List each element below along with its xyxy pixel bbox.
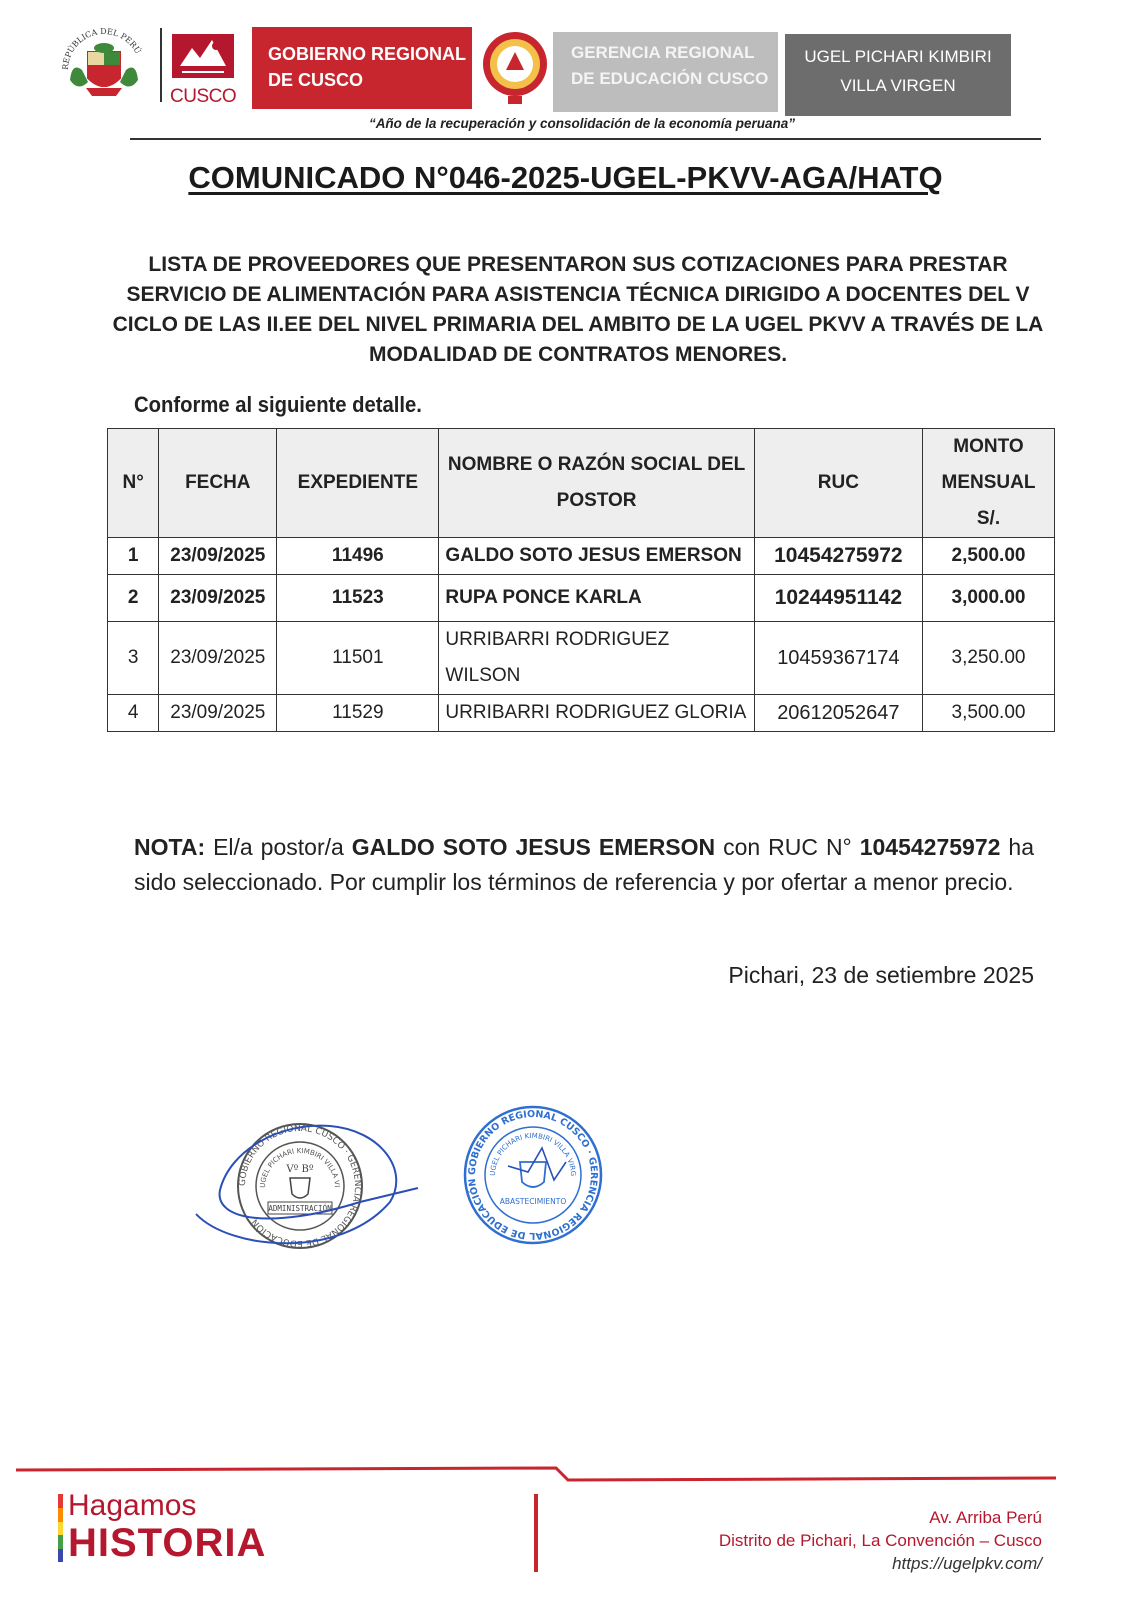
cell-expediente: 11523	[277, 575, 439, 622]
cell-expediente: 11529	[277, 695, 439, 732]
cell-expediente: 11496	[277, 538, 439, 575]
cell-ruc: 10454275972	[754, 538, 922, 575]
note-text-1: El/a postor/a	[205, 834, 352, 860]
footer-slogan-hagamos: Hagamos	[68, 1489, 197, 1522]
cell-fecha: 23/09/2025	[159, 575, 277, 622]
cell-nombre: URRIBARRI RODRIGUEZ GLORIA	[439, 695, 754, 732]
ugel-box	[785, 34, 1011, 116]
col-header-fecha: FECHA	[159, 429, 277, 538]
note-text-2: con RUC N°	[715, 834, 860, 860]
note-label: NOTA:	[134, 834, 206, 860]
gobierno-line-2: DE CUSCO	[268, 70, 364, 90]
note-paragraph	[134, 830, 1034, 900]
cell-ruc: 10459367174	[754, 622, 922, 695]
svg-text:UGEL PICHARI KIMBIRI VILLA VIR: UGEL PICHARI KIMBIRI VILLA VI	[258, 1146, 342, 1189]
cell-monto: 3,500.00	[922, 695, 1054, 732]
table-row	[108, 695, 1055, 732]
peru-coat-of-arms-logo	[58, 22, 150, 104]
cell-nombre: URRIBARRI RODRIGUEZ WILSON	[439, 622, 754, 695]
ugel-line-1: UGEL PICHARI KIMBIRI	[804, 47, 992, 66]
cell-num: 1	[108, 538, 159, 575]
gerencia-regional-box	[553, 32, 778, 112]
svg-text:REPÚBLICA DEL PERÚ: REPÚBLICA DEL PERÚ	[60, 26, 143, 71]
note-text-3: ha sido seleccionado. Por cumplir los términos de referencia y por ofertar a menor precio.	[134, 834, 1034, 895]
svg-text:GOBIERNO REGIONAL CUSCO · GERE: GOBIERNO REGIONAL CUSCO · GERENCIA REGIONAL DE EDUCACIÓN	[466, 1108, 600, 1242]
col-header-expediente: EXPEDIENTE	[277, 429, 439, 538]
intro-paragraph: LISTA DE PROVEEDORES QUE PRESENTARON SUS COTIZACIONES PARA PRESTAR SERVICIO DE ALIMENTACIÓN PARA ASISTENCIA TÉCNICA DIRIGIDO A DOCENTES DEL V CICLO DE LAS II.EE DEL NIVEL PRIMARIA DEL AMBITO DE LA UGEL PKVV A TRAVÉS DE LA MODALIDAD DE CONTRATOS MENORES.	[112, 253, 1044, 366]
place-and-date: Pichari, 23 de setiembre 2025	[728, 962, 1034, 988]
footer-address	[690, 1506, 1042, 1575]
footer-address-line-1: Av. Arriba Perú	[929, 1508, 1042, 1527]
svg-text:ABASTECIMIENTO: ABASTECIMIENTO	[499, 1197, 567, 1206]
table-row	[108, 538, 1055, 575]
cell-num: 2	[108, 575, 159, 622]
gerencia-line-2: DE EDUCACIÓN CUSCO	[571, 69, 769, 88]
footer-slogan-historia: HISTORIA	[68, 1521, 267, 1565]
cell-nombre: RUPA PONCE KARLA	[439, 575, 754, 622]
svg-text:UGEL PICHARI KIMBIRI VILLA VIR: UGEL PICHARI KIMBIRI VILLA VIRG	[488, 1131, 578, 1177]
footer-rule	[16, 1458, 1056, 1482]
gobierno-line-1: GOBIERNO REGIONAL	[268, 44, 467, 64]
col-header-monto: MONTO MENSUAL S/.	[922, 429, 1054, 538]
cell-num: 3	[108, 622, 159, 695]
abastecimiento-stamp	[458, 1100, 608, 1250]
gerencia-seal-logo	[480, 24, 550, 108]
cell-fecha: 23/09/2025	[159, 538, 277, 575]
footer-address-line-2: Distrito de Pichari, La Convención – Cusco	[718, 1531, 1042, 1550]
footer-divider	[534, 1494, 538, 1572]
gobierno-regional-box	[252, 27, 472, 109]
document-title: COMUNICADO N°046-2025-UGEL-PKVV-AGA/HATQ	[188, 160, 943, 195]
cell-expediente: 11501	[277, 622, 439, 695]
note-selected-name: GALDO SOTO JESUS EMERSON	[351, 834, 716, 860]
svg-text:ADMINISTRACIÓN: ADMINISTRACIÓN	[268, 1204, 332, 1213]
cell-monto: 2,500.00	[922, 538, 1054, 575]
administracion-stamp	[190, 1110, 430, 1260]
cell-monto: 3,000.00	[922, 575, 1054, 622]
table-row	[108, 575, 1055, 622]
footer-url-link[interactable]: https://ugelpkv.com/	[892, 1554, 1042, 1573]
rainbow-accent-bar	[58, 1494, 63, 1562]
providers-table	[107, 428, 1055, 732]
year-motto: “Año de la recuperación y consolidación de la economía peruana”	[368, 116, 796, 131]
header-rule	[130, 138, 1041, 140]
table-row	[108, 622, 1055, 695]
ugel-line-2: VILLA VIRGEN	[840, 76, 956, 95]
svg-text:GOBIERNO REGIONAL CUSCO · GERE: GOBIERNO REGIONAL CUSCO · GERENCIA REGIONAL DE EDUCACIÓN	[237, 1123, 363, 1249]
cell-num: 4	[108, 695, 159, 732]
detail-lead: Conforme al siguiente detalle.	[134, 392, 422, 417]
cell-fecha: 23/09/2025	[159, 695, 277, 732]
cell-ruc: 10244951142	[754, 575, 922, 622]
gerencia-line-1: GERENCIA REGIONAL	[571, 43, 755, 62]
cell-nombre: GALDO SOTO JESUS EMERSON	[439, 538, 754, 575]
cell-fecha: 23/09/2025	[159, 622, 277, 695]
cell-ruc: 20612052647	[754, 695, 922, 732]
col-header-ruc: RUC	[754, 429, 922, 538]
col-header-nombre: NOMBRE O RAZÓN SOCIAL DEL POSTOR	[439, 429, 754, 538]
cell-monto: 3,250.00	[922, 622, 1054, 695]
col-header-num: N°	[108, 429, 159, 538]
table-header-row	[108, 429, 1055, 538]
svg-text:Vº Bº: Vº Bº	[286, 1164, 314, 1175]
header-divider	[160, 28, 162, 102]
note-selected-ruc: 10454275972	[859, 834, 1001, 860]
cusco-wordmark: CUSCO	[170, 86, 237, 107]
